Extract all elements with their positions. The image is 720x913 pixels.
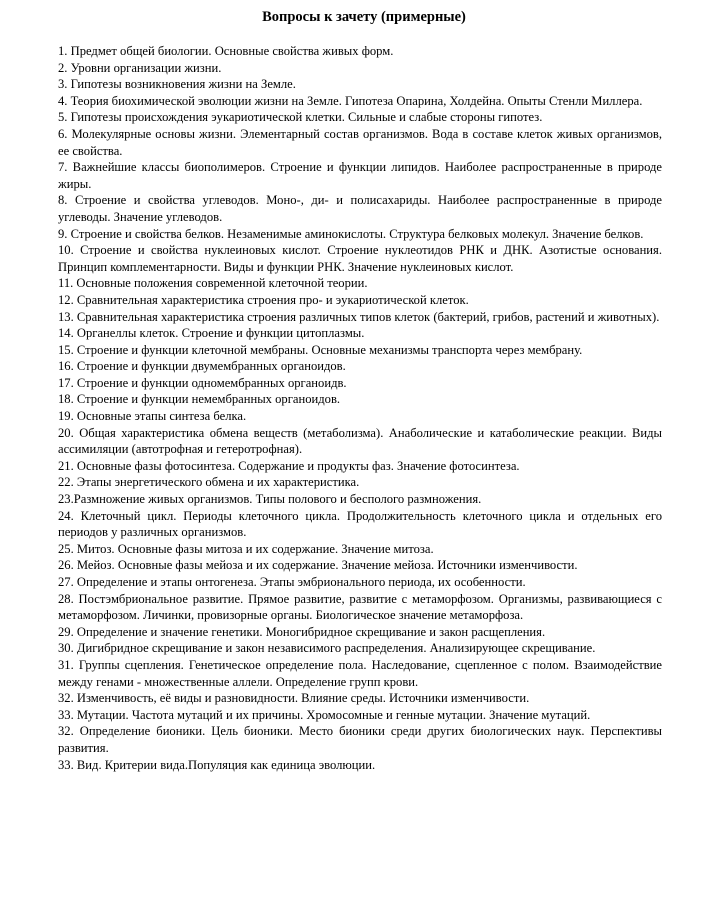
document-page: [58, 6, 662, 773]
question-item: 21. Основные фазы фотосинтеза. Содержание и продукты фаз. Значение фотосинтеза.: [58, 458, 520, 473]
questions-list: [58, 43, 662, 773]
question-item: 24. Клеточный цикл. Периоды клеточного цикла. Продолжительность клеточного цикла и отдельных его периодов у различных организмов.: [58, 508, 662, 540]
question-item: 6. Молекулярные основы жизни. Элементарный состав организмов. Вода в составе клеток живых организмов, ее свойства.: [58, 126, 662, 158]
question-item: 20. Общая характеристика обмена веществ (метаболизма). Анаболические и катаболические реакции. Виды ассимиляции (автотрофная и гетеротрофная).: [58, 425, 662, 457]
question-item: 4. Теория биохимической эволюции жизни на Земле. Гипотеза Опарина, Холдейна. Опыты Стенли Миллера.: [58, 93, 643, 108]
question-item: 2. Уровни организации жизни.: [58, 60, 222, 75]
question-item: 25. Митоз. Основные фазы митоза и их содержание. Значение митоза.: [58, 541, 434, 556]
question-item: 17. Строение и функции одномембранных органоидв.: [58, 375, 347, 390]
question-item: 32. Изменчивость, её виды и разновидности. Влияние среды. Источники изменчивости.: [58, 691, 530, 706]
question-item: 32. Определение бионики. Цель бионики. Место бионики среди других биологических наук. Перспективы развития.: [58, 724, 662, 755]
question-item: 9. Строение и свойства белков. Незаменимые аминокислоты. Структура белковых молекул. Значение белков.: [58, 226, 644, 241]
page-title: Вопросы к зачету (примерные): [262, 9, 466, 25]
question-item: 33. Вид. Критерии вида.Популяция как единица эволюции.: [58, 757, 376, 772]
question-item: 29. Определение и значение генетики. Моногибридное скрещивание и закон расщепления.: [58, 624, 546, 639]
question-item: 14. Органеллы клеток. Строение и функции цитоплазмы.: [58, 326, 365, 341]
question-item: 28. Постэмбриональное развитие. Прямое развитие, развитие с метаморфозом. Организмы, развивающиеся с метаморфозом. Личинки, провизорные органы. Биологическое значение метаморфоза.: [58, 591, 662, 623]
question-item: 16. Строение и функции двумембранных органоидов.: [58, 359, 346, 374]
question-item: 3. Гипотезы возникновения жизни на Земле.: [58, 77, 296, 92]
question-item: 11. Основные положения современной клеточной теории.: [58, 276, 368, 291]
question-item: 10. Строение и свойства нуклеиновых кислот. Строение нуклеотидов РНК и ДНК. Азотистые основания. Принцип комплементарности. Виды и функции РНК. Значение нуклеиновых кислот.: [58, 243, 662, 274]
question-item: 18. Строение и функции немембранных органоидов.: [58, 392, 341, 407]
question-item: 22. Этапы энергетического обмена и их характеристика.: [58, 475, 360, 490]
question-item: 15. Строение и функции клеточной мембраны. Основные механизмы транспорта через мембрану.: [58, 342, 583, 357]
question-item: 23.Размножение живых организмов. Типы полового и бесполого размножения.: [58, 492, 482, 507]
question-item: 13. Сравнительная характеристика строения различных типов клеток (бактерий, грибов, растений и животных).: [58, 309, 660, 324]
question-item: 27. Определение и этапы онтогенеза. Этапы эмбрионального периода, их особенности.: [58, 575, 526, 589]
question-item: 31. Группы сцепления. Генетическое определение пола. Наследование, сцепленное с полом. Взаимодействие между генами - множественные аллели. Определение групп крови.: [58, 657, 662, 689]
question-item: 26. Мейоз. Основные фазы мейоза и их содержание. Значение мейоза. Источники изменчивости.: [58, 558, 578, 573]
question-item: 30. Дигибридное скрещивание и закон независимого распределения. Анализирующее скрещивание.: [58, 641, 596, 656]
question-item: 5. Гипотезы происхождения эукариотической клетки. Сильные и слабые стороны гипотез.: [58, 110, 543, 125]
question-item: 8. Строение и свойства углеводов. Моно-, ди- и полисахариды. Наиболее распространенные в природе углеводы. Значение углеводов.: [58, 193, 662, 224]
question-item: 19. Основные этапы синтеза белка.: [58, 409, 247, 424]
question-item: 12. Сравнительная характеристика строения про- и эукариотической клеток.: [58, 292, 469, 307]
question-item: 1. Предмет общей биологии. Основные свойства живых форм.: [58, 44, 394, 58]
question-item: 33. Мутации. Частота мутаций и их причины. Хромосомные и генные мутации. Значение мутаций.: [58, 707, 591, 722]
question-item: 7. Важнейшие классы биополимеров. Строение и функции липидов. Наиболее распространенные в природе жиры.: [58, 160, 662, 191]
